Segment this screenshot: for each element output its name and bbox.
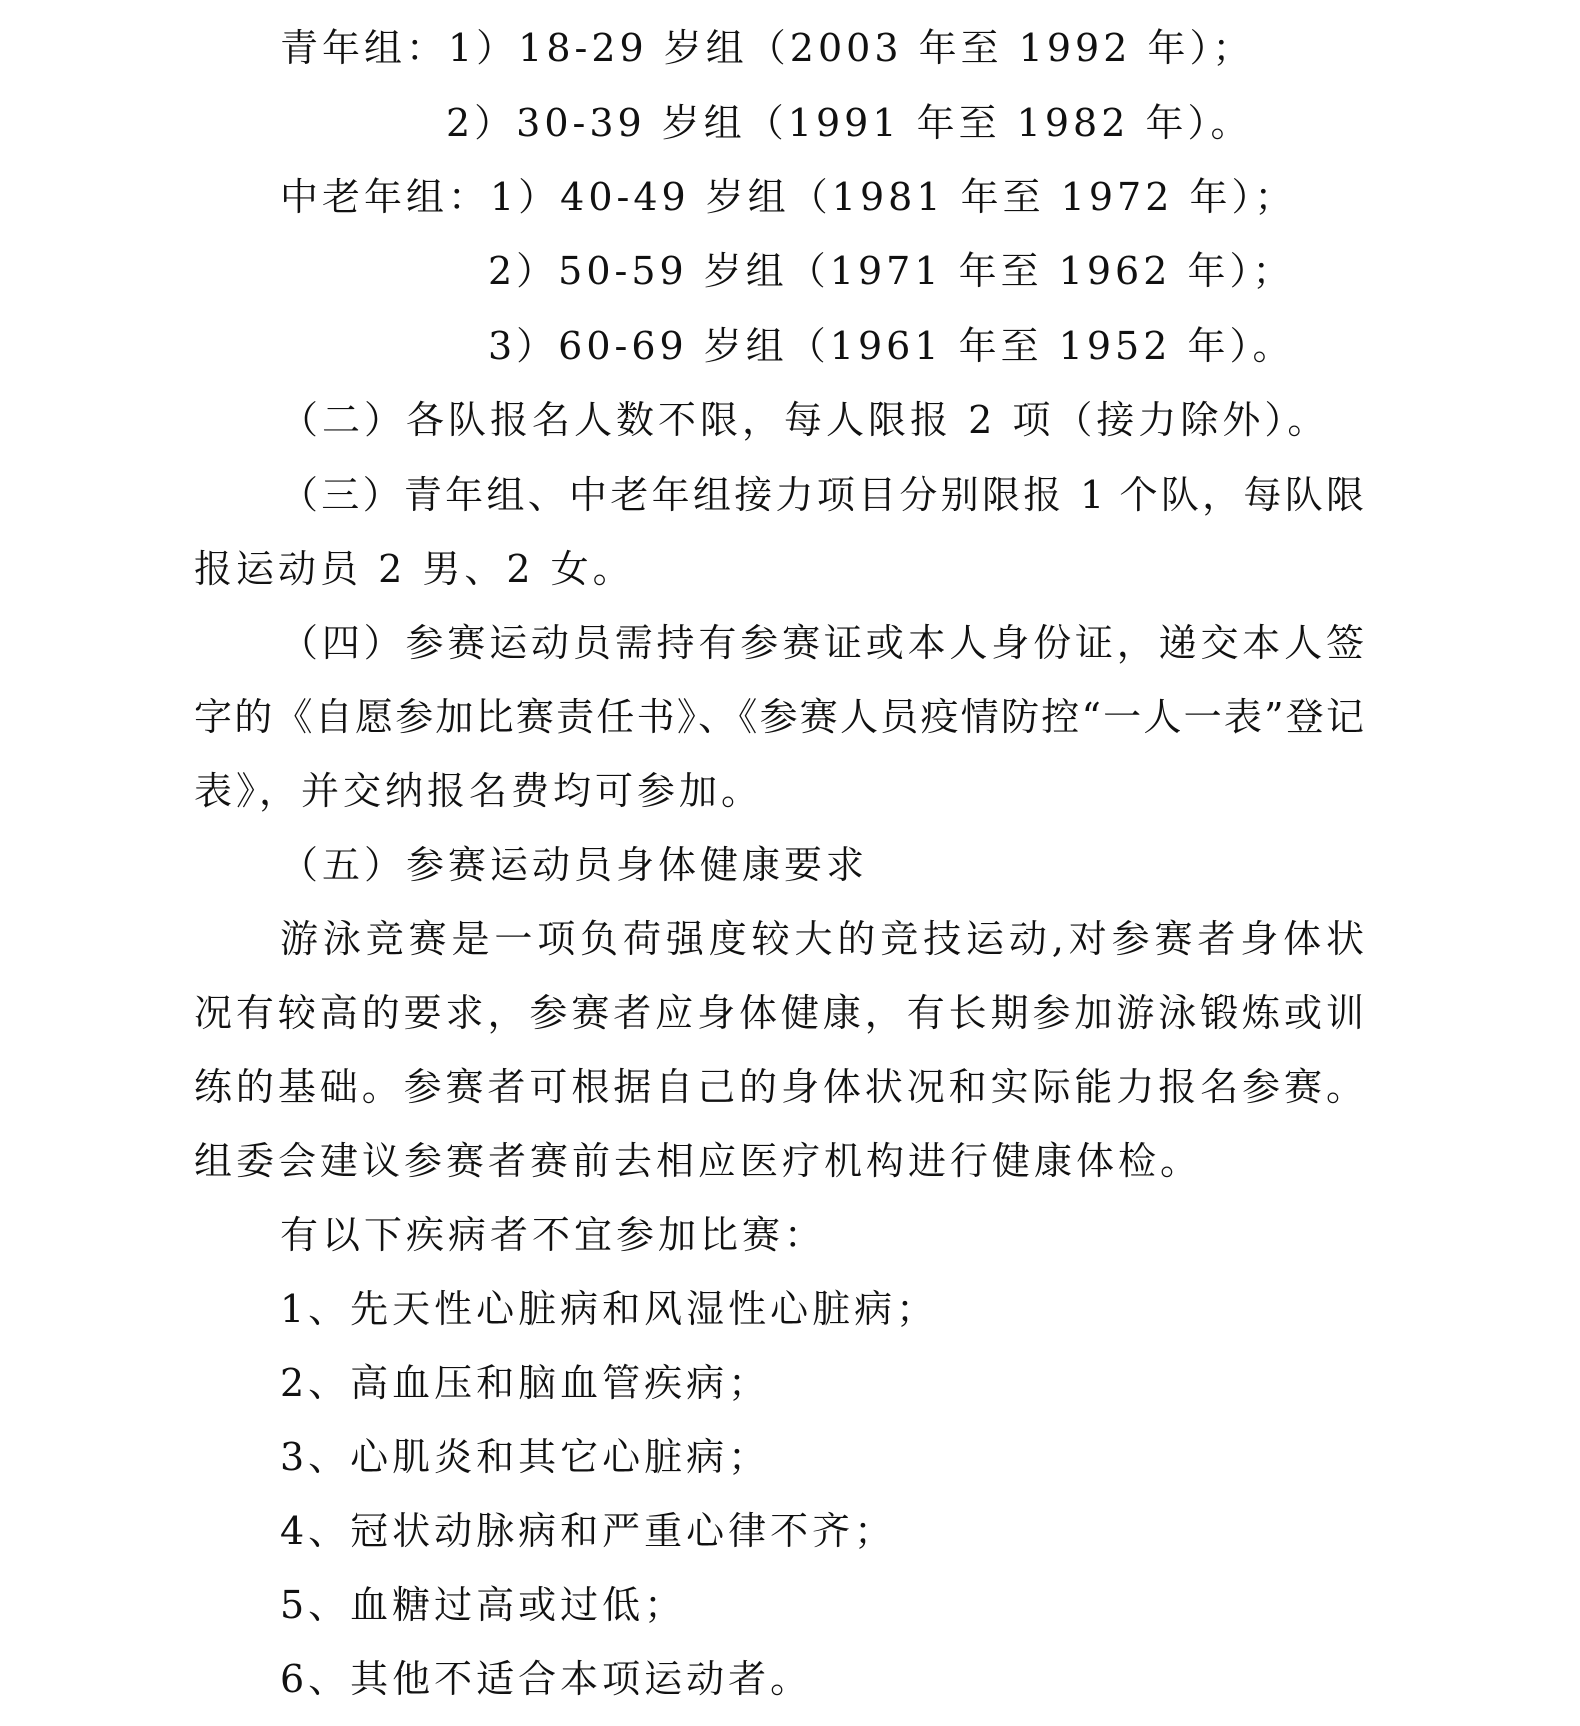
health-paragraph-line-3: 练的基础。参赛者可根据自己的身体状况和实际能力报名参赛。 — [194, 1065, 1364, 1109]
youth-group-line-1: 青年组：1）18-29 岁组（2003 年至 1992 年）； — [280, 26, 1255, 70]
disease-item-2: 2、高血压和脑血管疾病； — [280, 1361, 771, 1405]
section-three-line-1: （三）青年组、中老年组接力项目分别限报 1 个队，每队限 — [280, 473, 1364, 517]
disease-item-4: 4、冠状动脉病和严重心律不齐； — [280, 1509, 897, 1553]
health-paragraph-line-2: 况有较高的要求，参赛者应身体健康，有长期参加游泳锻炼或训 — [194, 991, 1364, 1035]
senior-group-line-1: 中老年组：1）40-49 岁组（1981 年至 1972 年）； — [280, 175, 1297, 219]
youth-group-line-2: 2）30-39 岁组（1991 年至 1982 年）。 — [446, 101, 1253, 145]
section-four-line-1: （四）参赛运动员需持有参赛证或本人身份证，递交本人签 — [280, 621, 1364, 665]
section-four-line-2: 字的《自愿参加比赛责任书》、《参赛人员疫情防控“一人一表”登记 — [194, 695, 1364, 739]
health-paragraph-line-1: 游泳竞赛是一项负荷强度较大的竞技运动,对参赛者身体状 — [280, 917, 1364, 961]
senior-group-line-3: 3）60-69 岁组（1961 年至 1952 年）。 — [488, 324, 1295, 368]
senior-group-line-2: 2）50-59 岁组（1971 年至 1962 年）； — [488, 249, 1295, 293]
section-three-line-2: 报运动员 2 男、2 女。 — [194, 547, 635, 591]
disease-item-6: 6、其他不适合本项运动者。 — [280, 1657, 813, 1701]
disease-list-intro: 有以下疾病者不宜参加比赛： — [280, 1213, 827, 1257]
section-two: （二）各队报名人数不限，每人限报 2 项（接力除外）。 — [280, 398, 1330, 442]
disease-item-5: 5、血糖过高或过低； — [280, 1583, 687, 1627]
health-paragraph-line-4: 组委会建议参赛者赛前去相应医疗机构进行健康体检。 — [194, 1139, 1203, 1183]
section-five-heading: （五）参赛运动员身体健康要求 — [280, 843, 869, 887]
disease-item-3: 3、心肌炎和其它心脏病； — [280, 1435, 771, 1479]
section-four-line-3: 表》，并交纳报名费均可参加。 — [194, 769, 764, 813]
disease-item-1: 1、先天性心脏病和风湿性心脏病； — [280, 1287, 939, 1331]
